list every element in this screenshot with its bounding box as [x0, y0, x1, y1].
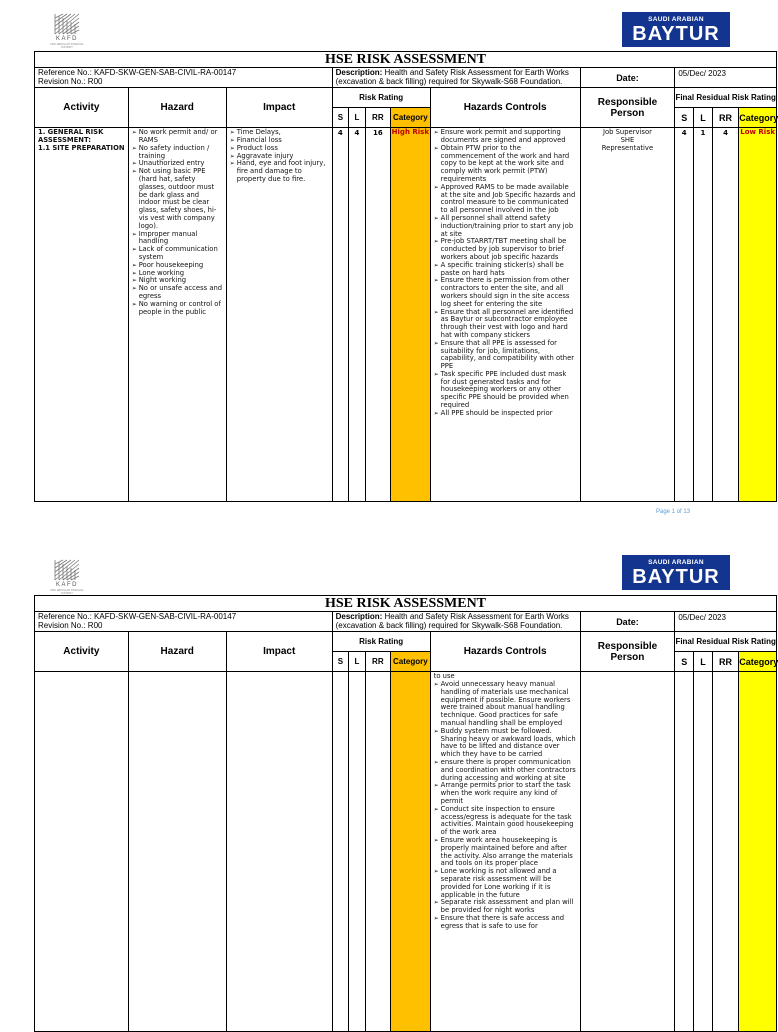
risk-assessment-table: [34, 595, 777, 1032]
risk-category: [391, 672, 431, 1032]
final-risk-category: Low Risk: [739, 128, 777, 502]
severity-cell: [332, 672, 349, 1032]
kafd-logo-icon: [53, 10, 81, 36]
final-severity-cell: [675, 672, 694, 1032]
date-label: Date:: [580, 612, 675, 632]
description-text: Health and Safety Risk Assessment for Earth Works (excavation & back filling) required for Skywalk-S68 Foundation.: [335, 612, 569, 630]
header-final-rr: RR: [712, 108, 738, 128]
kafd-logo-icon: [53, 556, 81, 582]
hazard-list: [132, 129, 223, 316]
header-l: L: [349, 108, 366, 128]
header-controls: Hazards Controls: [430, 88, 580, 128]
description-label: Description:: [335, 612, 383, 621]
final-likelihood-value: 1: [694, 128, 713, 502]
hazard-item: ➢ No work permit and/ or RAMS: [132, 129, 223, 145]
header-final-category: Category: [739, 108, 777, 128]
baytur-wordmark: BAYTUR: [632, 23, 720, 45]
impact-item: ➢ Hand, eye and foot injury, fire and damage to property due to fire.: [230, 160, 329, 183]
control-item: ➢ Lone working is not allowed and a separate risk assessment will be provided for Lone working if it is applicable in the future: [434, 868, 577, 899]
header-hazard: Hazard: [128, 632, 226, 672]
date-value: 05/Dec/ 2023: [675, 612, 777, 632]
control-item: ➢ Ensure there is permission from other contractors to enter the site, and all workers should sign in the site access log sheet for entering the site: [434, 277, 577, 308]
header-responsible: Responsible Person: [580, 88, 675, 128]
header-s: S: [332, 108, 349, 128]
header-activity: Activity: [35, 88, 129, 128]
revision-number: Revision No.: R00: [38, 76, 103, 86]
date-label: Date:: [580, 68, 675, 88]
final-risk-category: [739, 672, 777, 1032]
hazard-cell: [128, 672, 226, 1032]
header-risk-rating: Risk Rating: [332, 88, 430, 108]
header-final-rating: Final Residual Risk Rating: [675, 88, 777, 108]
header-category: Category: [391, 108, 431, 128]
revision-number: Revision No.: R00: [38, 620, 103, 630]
likelihood-cell: [349, 672, 366, 1032]
control-item: ➢ Obtain PTW prior to the commencement of the work and hard copy to be kept at the work site and comply with work permit (PTW) requirements: [434, 145, 577, 184]
baytur-country: SAUDI ARABIAN: [648, 16, 704, 23]
impact-list: [230, 129, 329, 184]
hazard-item: ➢ Unauthorized entry: [132, 160, 223, 168]
hazard-item: ➢ Improper manual handling: [132, 231, 223, 247]
control-item: ➢ Ensure work permit and supporting documents are signed and approved: [434, 129, 577, 145]
control-item: ➢ All PPE should be inspected prior: [434, 410, 577, 418]
page-number: Page 1 of 13: [656, 509, 691, 515]
header-category: Category: [391, 652, 431, 672]
control-item: ➢ Approved RAMS to be made available at the site and Job Specific hazards and control measure to be communicated to all personnel involved in the job: [434, 184, 577, 215]
control-item: ➢ All personnel shall attend safety induction/training prior to start any job at site: [434, 215, 577, 238]
impact-item: ➢ Aggravate injury: [230, 153, 329, 161]
header-impact: Impact: [226, 632, 332, 672]
control-item: ➢ Ensure that all personnel are identified as Baytur or subcontractor employee through their vest with logo and hard hat with company stickers: [434, 309, 577, 340]
baytur-logo: [622, 12, 730, 47]
kafd-tagline: KING ABDULLAH FINANCIAL DISTRICT: [50, 589, 84, 595]
reference-block: [35, 612, 333, 632]
control-item: ➢ Ensure work area housekeeping is properly maintained before and after the activity. Also arrange the materials and tools on its proper place: [434, 837, 577, 868]
activity-cell: 1. GENERAL RISK ASSESSMENT: 1.1 SITE PREPARATION: [35, 128, 129, 502]
header-final-s: S: [675, 108, 694, 128]
kafd-logo: [50, 556, 84, 595]
hazard-item: ➢ Night working: [132, 277, 223, 285]
final-severity-value: 4: [675, 128, 694, 502]
hazard-item: ➢ Lone working: [132, 270, 223, 278]
impact-cell: [226, 672, 332, 1032]
header-final-category: Category: [739, 652, 777, 672]
impact-item: ➢ Time Delays,: [230, 129, 329, 137]
control-item: ➢ Separate risk assessment and plan will be provided for night works: [434, 899, 577, 915]
controls-continuation: to use: [433, 672, 455, 681]
impact-cell: [226, 128, 332, 502]
responsible-cell: [580, 672, 675, 1032]
controls-list: [434, 129, 577, 417]
header-controls: Hazards Controls: [430, 632, 580, 672]
header-final-rating: Final Residual Risk Rating: [675, 632, 777, 652]
impact-item: ➢ Financial loss: [230, 137, 329, 145]
header-final-l: L: [694, 652, 713, 672]
document-title: HSE RISK ASSESSMENT: [35, 596, 777, 612]
controls-list: [434, 681, 577, 931]
reference-block: [35, 68, 333, 88]
likelihood-value: 4: [349, 128, 366, 502]
baytur-country: SAUDI ARABIAN: [648, 559, 704, 566]
control-item: ➢ A specific training sticker(s) shall be paste on hard hats: [434, 262, 577, 278]
risk-assessment-table: [34, 51, 777, 502]
header-rr: RR: [365, 652, 390, 672]
description-block: [332, 612, 580, 632]
hazard-item: ➢ Lack of communication system: [132, 246, 223, 262]
hazard-item: ➢ No or unsafe access and egress: [132, 285, 223, 301]
final-likelihood-cell: [694, 672, 713, 1032]
header-rr: RR: [365, 108, 390, 128]
control-item: ➢ Pre-job STARRT/TBT meeting shall be conducted by job supervisor to brief workers about job specific hazards: [434, 238, 577, 261]
reference-number: Reference No.: KAFD-SKW-GEN-SAB-CIVIL-RA-00147: [38, 68, 237, 77]
controls-cell: [430, 128, 580, 502]
activity-cell: [35, 672, 129, 1032]
hazard-item: ➢ Not using basic PPE (hard hat, safety glasses, outdoor must be dark glass and indoor must be clear glass, safety shoes, hi-vis vest with company logo).: [132, 168, 223, 230]
header-activity: Activity: [35, 632, 129, 672]
final-risk-rating-value: 4: [712, 128, 738, 502]
header-final-l: L: [694, 108, 713, 128]
control-item: ➢ Buddy system must be followed. Sharing heavy or awkward loads, which have to be lifted and distance over which they have to be carried: [434, 728, 577, 759]
risk-rating-cell: [365, 672, 390, 1032]
description-text: Health and Safety Risk Assessment for Earth Works (excavation & back filling) required for Skywalk-S68 Foundation.: [335, 68, 569, 86]
reference-number: Reference No.: KAFD-SKW-GEN-SAB-CIVIL-RA-00147: [38, 612, 237, 621]
date-value: 05/Dec/ 2023: [675, 68, 777, 88]
hazard-item: ➢ No warning or control of people in the public: [132, 301, 223, 317]
header-final-rr: RR: [712, 652, 738, 672]
header-impact: Impact: [226, 88, 332, 128]
control-item: ➢ Arrange permits prior to start the task when the work require any kind of permit: [434, 782, 577, 805]
severity-value: 4: [332, 128, 349, 502]
kafd-tagline: KING ABDULLAH FINANCIAL DISTRICT: [50, 43, 84, 49]
hazard-cell: [128, 128, 226, 502]
responsible-cell: Job Supervisor SHE Representative: [580, 128, 675, 502]
header-final-s: S: [675, 652, 694, 672]
header-l: L: [349, 652, 366, 672]
control-item: ➢ Ensure that there is safe access and egress that is safe to use for: [434, 915, 577, 931]
header-responsible: Responsible Person: [580, 632, 675, 672]
control-item: ➢ Avoid unnecessary heavy manual handling of materials use mechanical equipment if possible. Ensure workers were trained about manual handling technique. Good practices for safe manual handling shall be employed: [434, 681, 577, 728]
hazard-item: ➢ Poor housekeeping: [132, 262, 223, 270]
risk-category: High Risk: [391, 128, 431, 502]
baytur-logo: [622, 555, 730, 590]
document-title: HSE RISK ASSESSMENT: [35, 52, 777, 68]
final-risk-rating-cell: [712, 672, 738, 1032]
header-s: S: [332, 652, 349, 672]
risk-rating-value: 16: [365, 128, 390, 502]
header-hazard: Hazard: [128, 88, 226, 128]
kafd-wordmark: KAFD: [55, 582, 78, 588]
impact-item: ➢ Product loss: [230, 145, 329, 153]
header-risk-rating: Risk Rating: [332, 632, 430, 652]
kafd-logo: [50, 10, 84, 49]
kafd-wordmark: KAFD: [55, 36, 78, 42]
control-item: ➢ Ensure that all PPE is assessed for suitability for job, limitations, capability, and compatibility with other PPE: [434, 340, 577, 371]
controls-cell: [430, 672, 580, 1032]
control-item: ➢ ensure there is proper communication and coordination with other contractors during accessing and working at site: [434, 759, 577, 782]
hazard-item: ➢ No safety induction / training: [132, 145, 223, 161]
control-item: ➢ Conduct site inspection to ensure access/egress is adequate for the task activities. Maintain good housekeeping of the work area: [434, 806, 577, 837]
description-label: Description:: [335, 68, 383, 77]
baytur-wordmark: BAYTUR: [632, 566, 720, 588]
description-block: [332, 68, 580, 88]
control-item: ➢ Task specific PPE included dust mask for dust generated tasks and for housekeeping workers or any other specific PPE should be provided when required: [434, 371, 577, 410]
